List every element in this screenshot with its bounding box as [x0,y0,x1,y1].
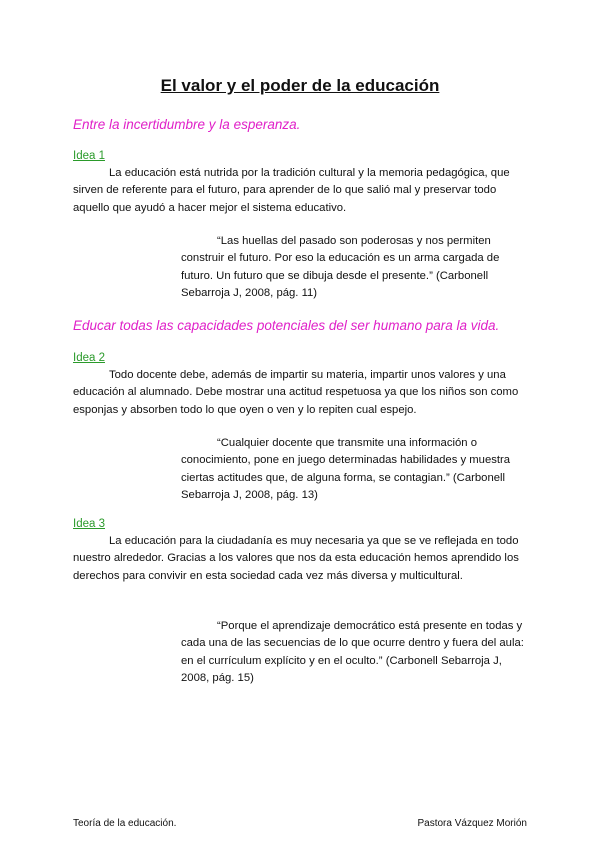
document-title: El valor y el poder de la educación [160,76,440,95]
idea-label-1: Idea 1 [73,150,105,162]
footer-course: Teoría de la educación. [73,818,177,829]
idea-paragraph-3: La educación para la ciudadanía es muy necesaria ya que se ve reflejada en todo nuestro alrededor. Gracias a los valores que nos da esta educación hemos aprendido los derechos para convivir en esta sociedad cada vez más diversa y multicultural. [73,535,519,582]
quote-3: “Porque el aprendizaje democrático está presente en todas y cada una de las secuencias de lo que ocurre dentro y fuera del aula: en el currículum explícito y en el oculto.” (Carbonell Sebarroja J, 2008, pág. 15) [181,620,524,685]
idea-label-3: Idea 3 [73,518,105,530]
quote-2: “Cualquier docente que transmite una información o conocimiento, pone en juego determinadas habilidades y muestra ciertas actitudes que, de alguna forma, se contagian.” (Carbonell Sebarroja J, 2008, pág. 13) [181,437,511,502]
idea-paragraph-2: Todo docente debe, además de impartir su materia, impartir unos valores y una educación al alumnado. Debe mostrar una actitud respetuosa ya que los niños son como esponjas y absorben todo lo que oyen o ven y lo repiten cual espejo. [73,369,519,416]
idea-paragraph-1: La educación está nutrida por la tradición cultural y la memoria pedagógica, que sirven de referente para el futuro, para aprender de lo que salió mal y preservar todo aquello que ayudó a hacer mejor el sistema educativo. [73,167,510,214]
section-heading-2: Educar todas las capacidades potenciales del ser humano para la vida. [73,318,500,333]
footer-author: Pastora Vázquez Morión [417,818,527,829]
quote-1: “Las huellas del pasado son poderosas y nos permiten construir el futuro. Por eso la educación es un arma cargada de futuro. Un futuro que se dibuja desde el presente.” (Carbonell Sebarroja J, 2008, pág. 11) [181,235,500,300]
section-heading-1: Entre la incertidumbre y la esperanza. [73,117,301,132]
idea-label-2: Idea 2 [73,352,105,364]
